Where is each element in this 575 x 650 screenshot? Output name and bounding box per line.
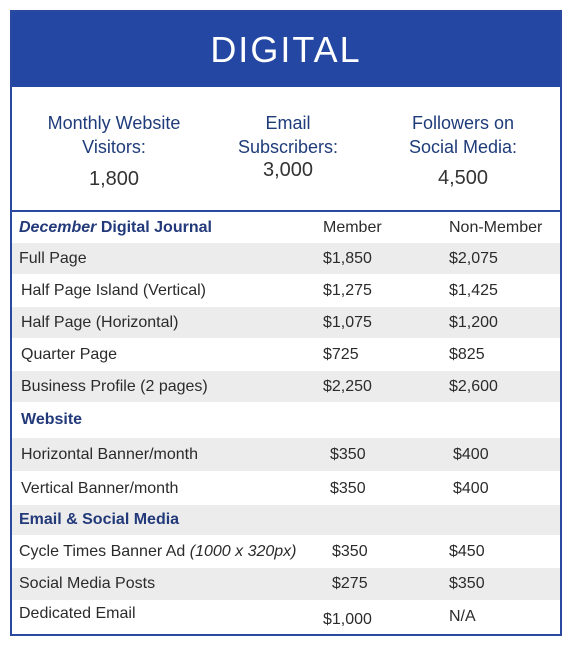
table-row <box>12 371 560 402</box>
section-header-website <box>12 404 560 435</box>
stat-value: 4,500 <box>437 167 489 189</box>
stat-social-followers <box>384 111 542 190</box>
item-name: Business Profile (2 pages) <box>21 377 208 395</box>
member-price: $350 <box>332 542 368 560</box>
table-row <box>12 535 560 568</box>
table-row <box>12 438 560 471</box>
stat-label: Subscribers: <box>237 137 339 157</box>
item-name: Social Media Posts <box>19 575 156 592</box>
member-price: $1,275 <box>323 281 372 299</box>
stat-website-visitors <box>30 111 198 191</box>
nonmember-price: $1,425 <box>449 281 498 299</box>
nonmember-price: $400 <box>453 479 489 497</box>
nonmember-price: $825 <box>449 345 485 363</box>
item-name: Dedicated Email <box>19 604 136 622</box>
nonmember-price: $400 <box>453 445 489 463</box>
table-row <box>12 275 560 306</box>
member-price: $275 <box>332 575 368 592</box>
section-header-email-social <box>12 505 560 535</box>
table-row <box>12 339 560 370</box>
table-row <box>12 600 560 634</box>
item-name: Horizontal Banner/month <box>21 445 198 463</box>
member-price: $1,075 <box>323 313 372 331</box>
column-header-nonmember: Non-Member <box>449 218 543 236</box>
title-banner <box>12 12 560 87</box>
section-header-journal <box>12 212 560 243</box>
item-name: Full Page <box>19 249 87 267</box>
section-title: December Digital Journal <box>19 218 212 236</box>
nonmember-price: $450 <box>449 542 485 560</box>
stat-label: Social Media: <box>408 137 518 157</box>
member-price: $350 <box>330 445 366 463</box>
stats-panel <box>12 87 560 212</box>
item-name: Vertical Banner/month <box>21 479 179 497</box>
member-price: $350 <box>330 479 366 497</box>
member-price: $2,250 <box>323 377 372 395</box>
page-title: DIGITAL <box>210 28 362 70</box>
rate-card <box>10 10 562 636</box>
stat-email-subscribers <box>212 111 364 182</box>
member-price: $1,850 <box>323 249 372 267</box>
table-row <box>12 243 560 274</box>
item-name: Quarter Page <box>21 345 118 363</box>
nonmember-price: $2,075 <box>449 249 498 267</box>
item-name: Half Page Island (Vertical) <box>21 281 206 299</box>
nonmember-price: $350 <box>449 575 485 592</box>
table-row <box>12 568 560 600</box>
stat-label: Visitors: <box>82 137 146 157</box>
column-header-member: Member <box>323 218 382 236</box>
stat-label: Followers on <box>411 113 515 133</box>
item-name: Cycle Times Banner Ad (1000 x 320px) <box>19 542 297 560</box>
table-row <box>12 307 560 338</box>
member-price: $1,000 <box>323 610 372 628</box>
section-title: Website <box>21 410 83 428</box>
nonmember-price: N/A <box>449 608 476 625</box>
nonmember-price: $1,200 <box>449 313 498 331</box>
member-price: $725 <box>323 345 359 363</box>
section-title: Email & Social Media <box>19 511 180 528</box>
nonmember-price: $2,600 <box>449 377 498 395</box>
stat-value: 1,800 <box>88 168 140 190</box>
stat-label: Email <box>265 113 311 133</box>
item-name: Half Page (Horizontal) <box>21 313 179 331</box>
stat-value: 3,000 <box>262 159 314 181</box>
stat-label: Monthly Website <box>47 113 181 133</box>
table-row <box>12 472 560 505</box>
